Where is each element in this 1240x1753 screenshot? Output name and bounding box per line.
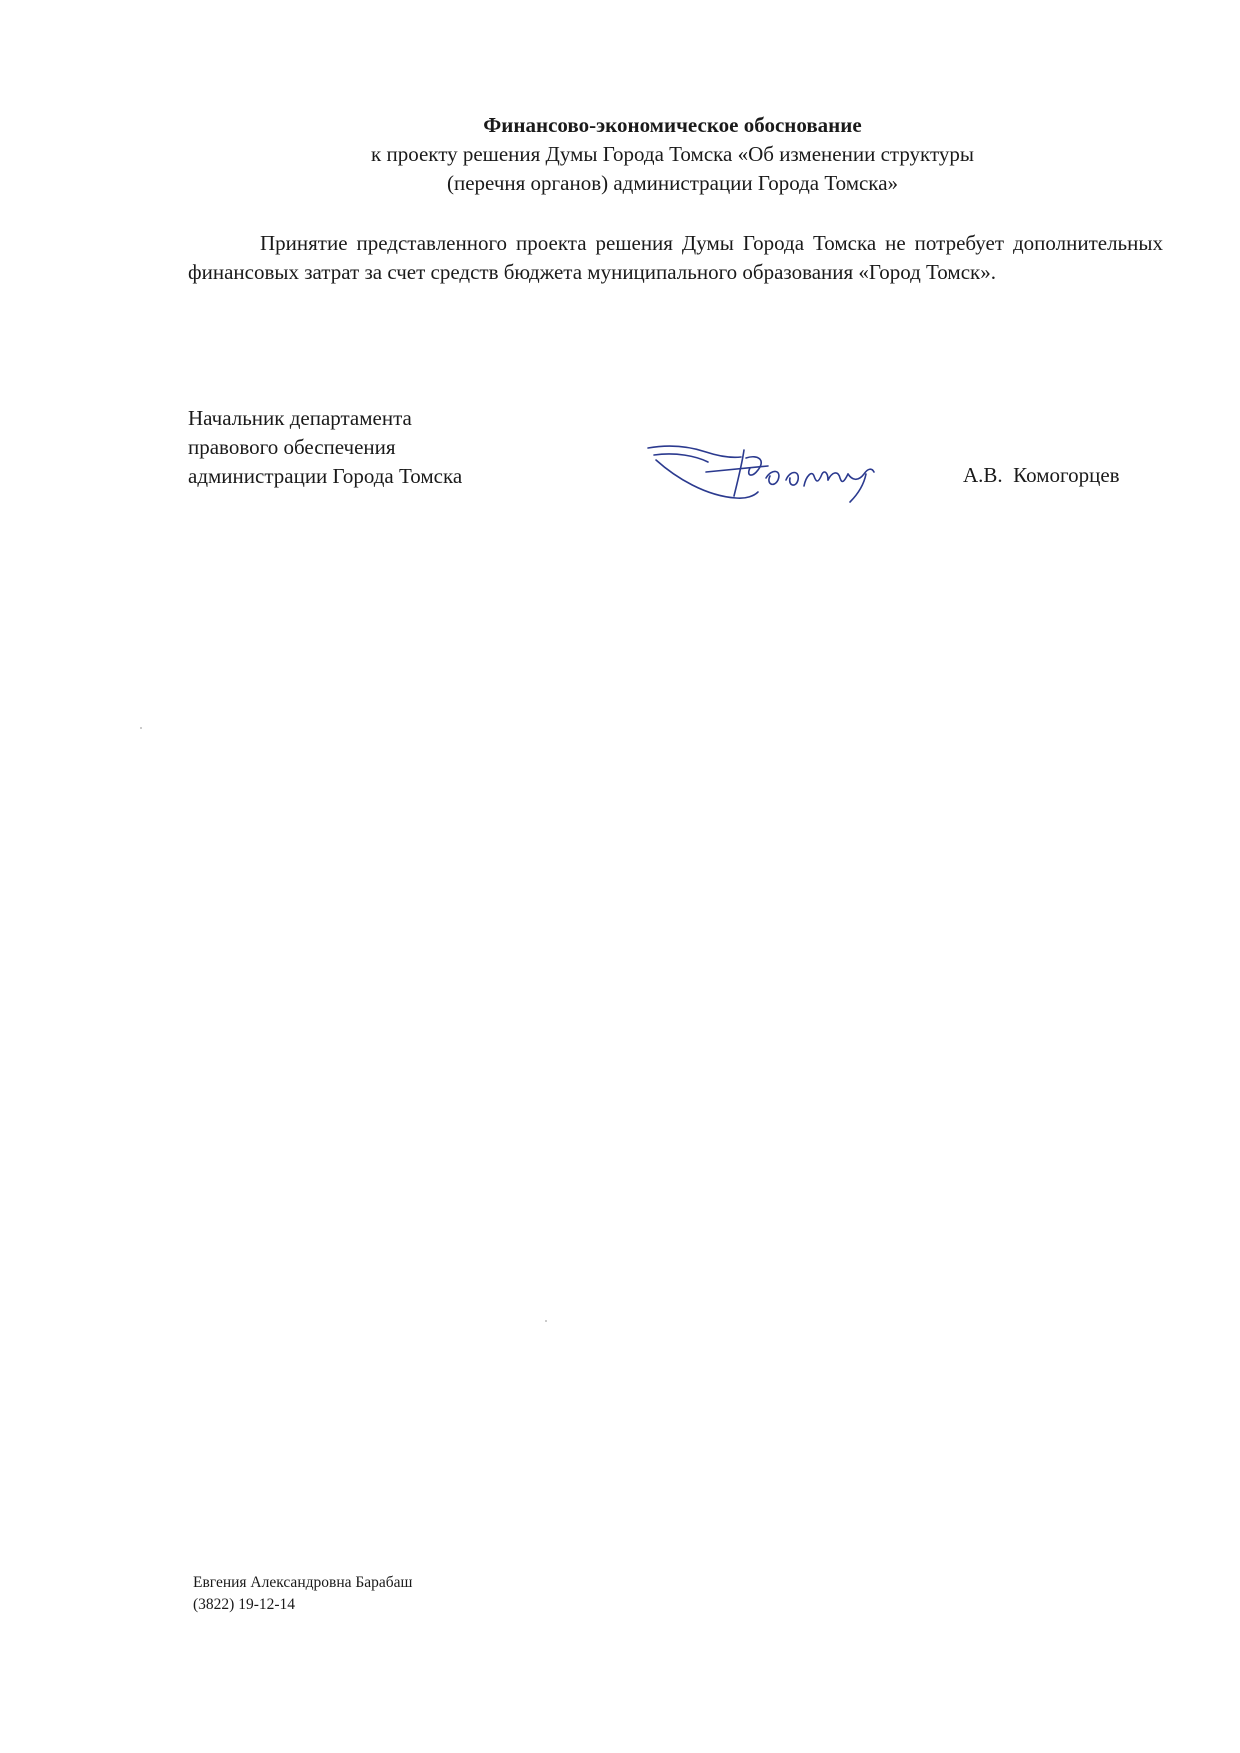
signer-name: А.В. Комогорцев — [963, 463, 1120, 487]
signatory-position-line-3: администрации Города Томска — [188, 464, 463, 488]
document-subtitle-line-1: к проекту решения Думы Города Томска «Об изменении структуры — [371, 142, 974, 166]
scan-speck — [140, 727, 142, 729]
contact-info — [193, 1572, 412, 1616]
document-title: Финансово-экономическое обоснование — [483, 113, 862, 137]
document-subtitle-line-2: (перечня органов) администрации Города Томска» — [446, 171, 899, 195]
handwritten-signature — [646, 438, 891, 504]
signatory-position — [188, 404, 462, 491]
signatory-position-line-2: правового обеспечения — [188, 435, 396, 459]
scan-speck — [545, 1320, 547, 1322]
contact-name: Евгения Александровна Барабаш — [193, 1574, 413, 1591]
title-block — [250, 111, 1095, 198]
signatory-position-line-1: Начальник департамента — [188, 406, 412, 430]
body-paragraph: Принятие представленного проекта решения Думы Города Томска не потребует дополнительных финансовых затрат за счет средств бюджета муниципального образования «Город Томск». — [188, 231, 1163, 284]
contact-phone: (3822) 19-12-14 — [193, 1596, 296, 1613]
